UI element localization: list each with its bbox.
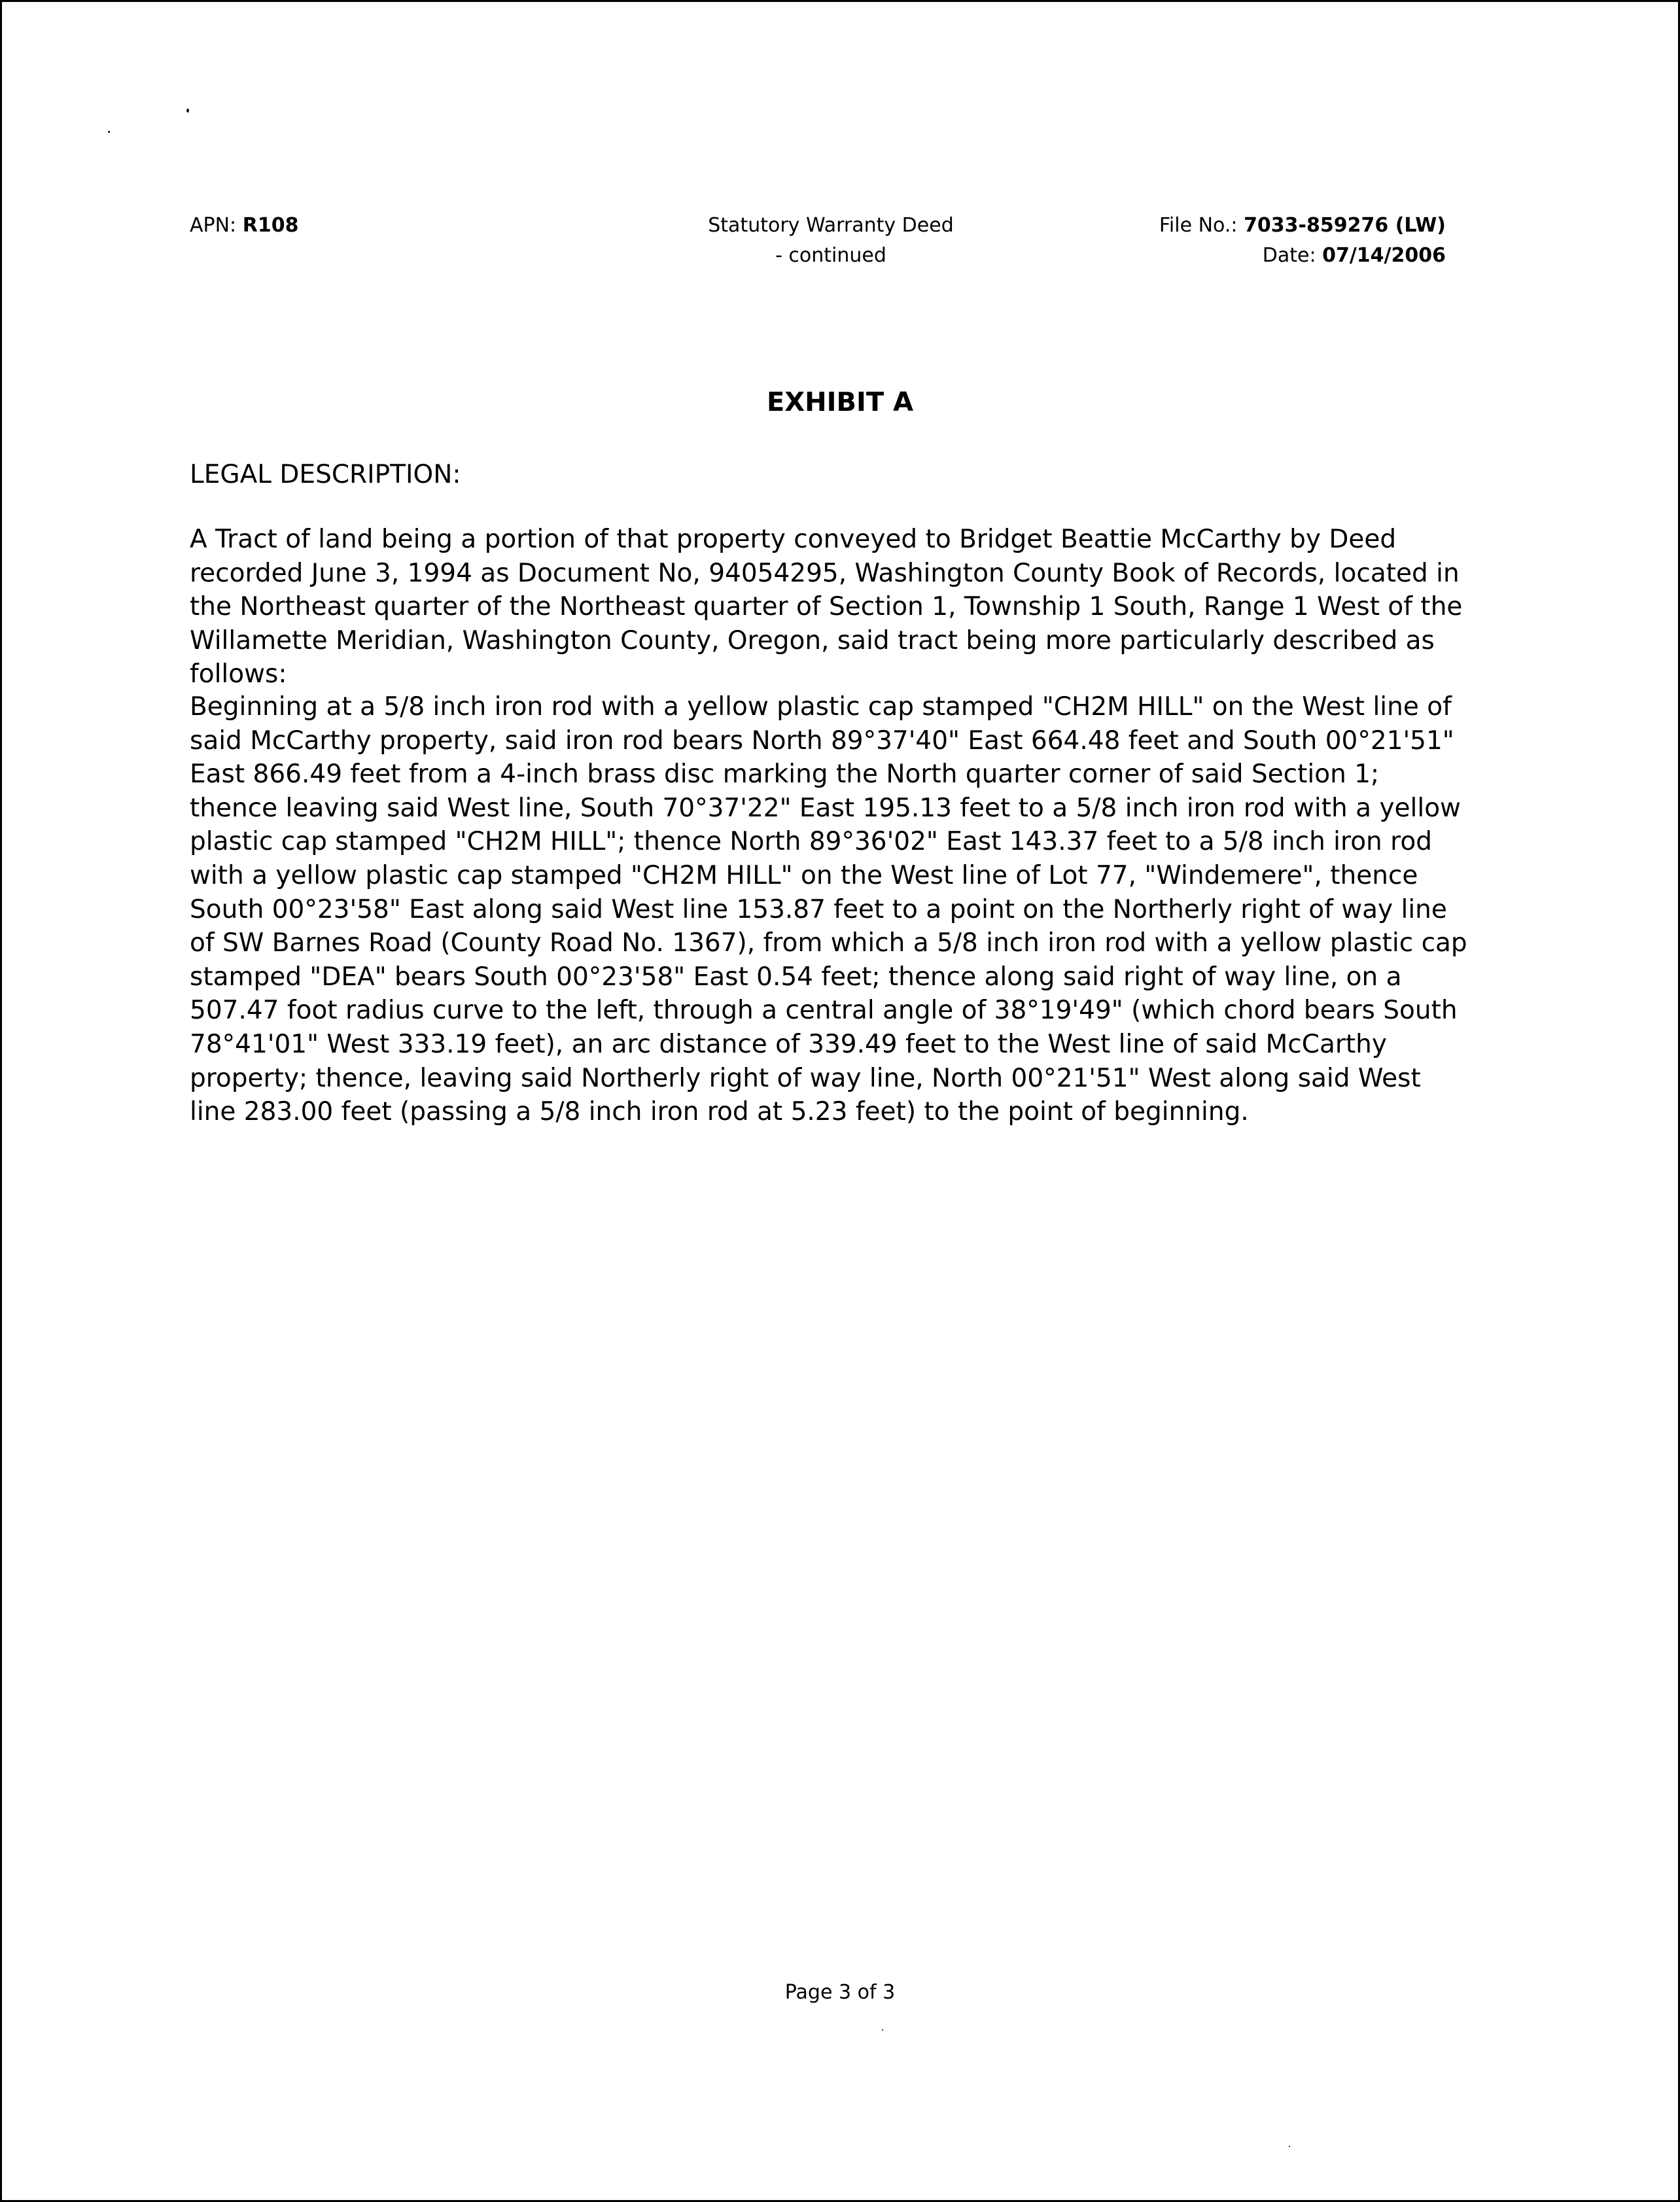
- scan-speck: [1289, 2146, 1290, 2147]
- page-total: 3: [883, 1981, 896, 2004]
- legal-description-paragraph: A Tract of land being a portion of that property conveyed to Bridget Beattie McCarthy by Deed recorded June 3, 1994 as Document No, 94054295, Washington County Book of Records, located in the Northeast quarter of the Northeast quarter of Section 1, Township 1 South, Range 1 West of the Willamette Meridian, Washington County, Oregon, said tract being more particularly described as follows:: [190, 525, 1463, 690]
- date-value: 07/14/2006: [1322, 244, 1446, 267]
- page-label: Page: [784, 1981, 833, 2004]
- apn-block: [190, 211, 298, 241]
- scan-speck: [882, 2029, 883, 2031]
- apn-value: R108: [242, 214, 299, 237]
- file-number-label: File No.:: [1159, 214, 1238, 237]
- document-header: [190, 211, 1446, 276]
- page-number: [0, 1981, 1680, 2004]
- legal-description-paragraph: Beginning at a 5/8 inch iron rod with a yellow plastic cap stamped "CH2M HILL" on the West line of said McCarthy property, said iron rod bears North 89°37'40" East 664.48 feet and South 00°21'51" East 866.49 feet from a 4-inch brass disc marking the North quarter corner of said Section 1; thence leaving said West line, South 70°37'22" East 195.13 feet to a 5/8 inch iron rod with a yellow plastic cap stamped "CH2M HILL"; thence North 89°36'02" East 143.37 feet to a 5/8 inch iron rod with a yellow plastic cap stamped "CH2M HILL" on the West line of Lot 77, "Windemere", thence South 00°23'58" East along said West line 153.87 feet to a point on the Northerly right of way line of SW Barnes Road (County Road No. 1367), from which a 5/8 inch iron rod with a yellow plastic cap stamped "DEA" bears South 00°23'58" East 0.54 feet; thence along said right of way line, on a 507.47 foot radius curve to the left, through a central angle of 38°19'49" (which chord bears South 78°41'01" West 333.19 feet), an arc distance of 339.49 feet to the West line of said McCarthy property; thence, leaving said Northerly right of way line, North 00°21'51" West along said West line 283.00 feet (passing a 5/8 inch iron rod at 5.23 feet) to the point of beginning.: [190, 692, 1467, 1127]
- exhibit-title: EXHIBIT A: [766, 387, 914, 417]
- scan-speck: [186, 109, 189, 113]
- apn-label: APN:: [190, 214, 237, 237]
- date-line: [1159, 241, 1446, 271]
- legal-description-label: LEGAL DESCRIPTION:: [190, 460, 461, 489]
- deed-title: Statutory Warranty Deed: [708, 214, 954, 237]
- deed-subtitle: - continued: [775, 244, 886, 267]
- date-label: Date:: [1262, 244, 1316, 267]
- file-number-value: 7033-859276 (LW): [1244, 214, 1446, 237]
- deed-title-block: [693, 211, 968, 271]
- page-current: 3: [838, 1981, 852, 2004]
- scan-speck: [108, 131, 110, 133]
- page-of: of: [857, 1981, 877, 2004]
- file-info-block: [1159, 211, 1446, 271]
- file-number-line: [1159, 211, 1446, 241]
